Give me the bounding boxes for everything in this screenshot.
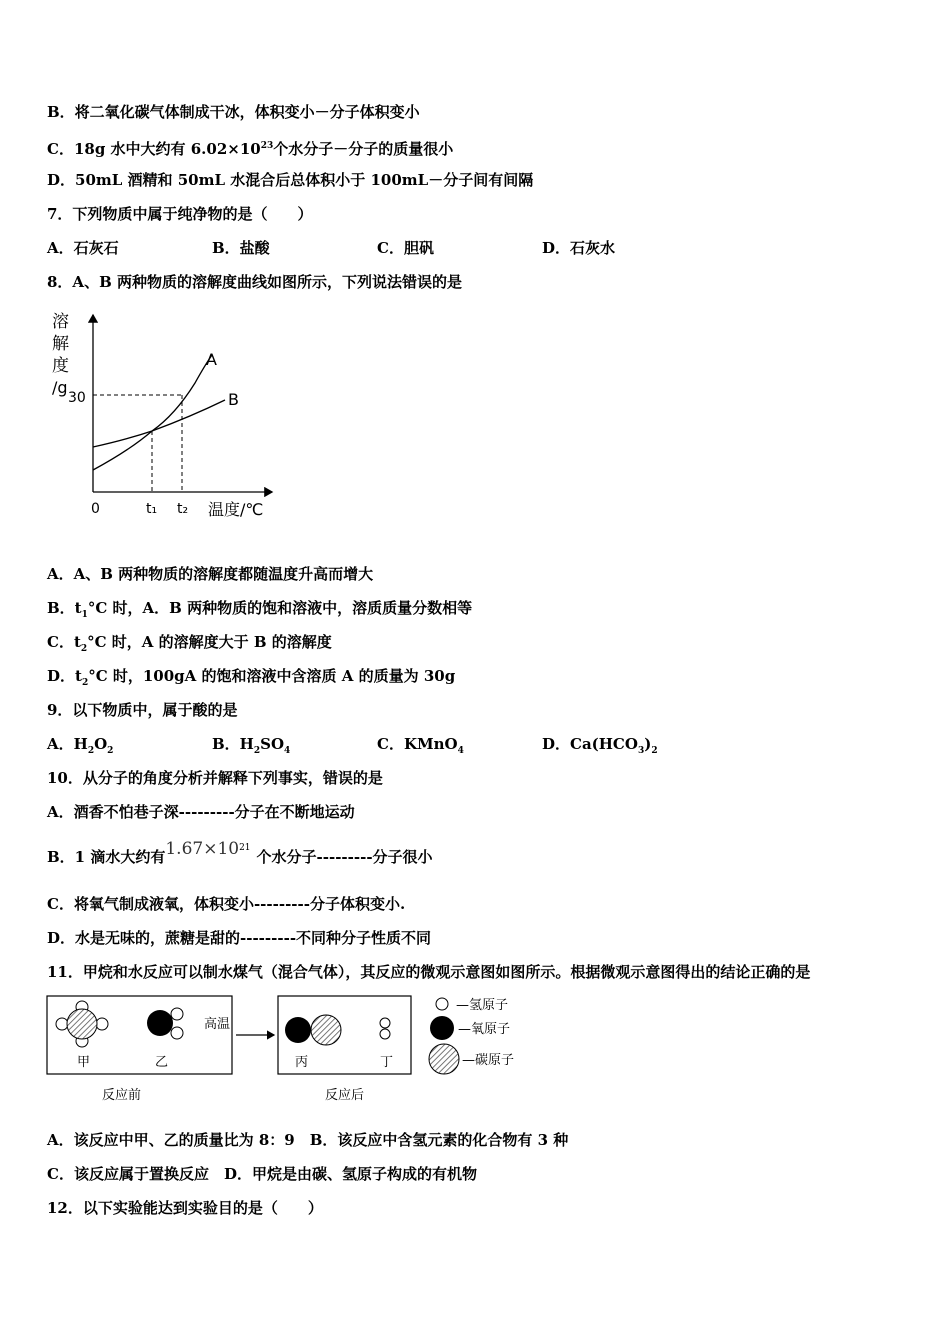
label-before: 反应前 [102,1088,142,1103]
q9-option-c: C．KMnO$_4$ [377,735,464,756]
q11-stem: 11．甲烷和水反应可以制水煤气（混合气体），其反应的微观示意图如图所示。根据微观示意图得出的结论正确的是 [47,963,811,981]
q8-option-a: A．A、B 两种物质的溶解度都随温度升高而增大 [47,565,374,583]
y-tick-30: 30 [68,390,86,406]
x-tick-t2: t₂ [177,501,189,517]
label-jia: 甲 [77,1055,91,1070]
q8-option-b: B．$t_1^\circ C$ 时，A．B 两种物质的饱和溶液中，溶质质量分数相等 [47,599,473,620]
svg-text:—碳原子: —碳原子 [462,1053,515,1068]
label-after: 反应后 [325,1088,365,1103]
q9-stem: 9．以下物质中，属于酸的是 [47,701,238,719]
label-condition: 高温 [204,1017,231,1032]
water-molecule [147,1008,183,1039]
q11-options-ab: A．该反应中甲、乙的质量比为 8：9 B．该反应中含氢元素的化合物有 3 种 [47,1131,569,1149]
q9-option-d: D．$Ca(HCO_3)_2$ [542,735,658,756]
curve-b-label: B [228,390,239,409]
legend-oxygen [430,1016,510,1040]
reaction-diagram [44,992,544,1107]
q12-stem: 12．以下实验能达到实验目的是（ ） [47,1199,323,1217]
ylabel-char-4: /g [52,378,68,397]
q10-option-b: B．1 滴水大约有$1.67\times 10^{21}$ 个水分子---------分子很小 [47,839,433,866]
q6-option-b: B．将二氧化碳气体制成干冰，体积变小－分子体积变小 [47,103,420,121]
q10-stem: 10．从分子的角度分析并解释下列事实，错误的是 [47,769,383,787]
solubility-chart [40,305,290,530]
co-molecule [285,1015,341,1045]
svg-text:—氢原子: —氢原子 [456,998,509,1013]
methane-molecule [56,1001,108,1047]
q8-option-d: D．$t_2^\circ C$ 时，100gA 的饱和溶液中含溶质 A 的质量为 30g [47,667,456,688]
label-ding: 丁 [380,1055,394,1070]
ylabel-char-3: 度 [52,356,69,376]
curve-a-label: A [206,350,217,369]
ylabel-char-2: 解 [52,334,69,354]
legend-carbon [429,1044,514,1074]
q8-stem: 8．A、B 两种物质的溶解度曲线如图所示，下列说法错误的是 [47,273,462,291]
svg-text:—氧原子: —氧原子 [458,1022,511,1037]
legend-hydrogen [436,998,508,1013]
x-tick-t1: t₁ [146,501,158,517]
q10-option-d: D．水是无味的，蔗糖是甜的---------不同种分子性质不同 [47,929,432,947]
q7-option-b: B．盐酸 [212,239,270,257]
q6-option-d: D．50mL 酒精和 50mL 水混合后总体积小于 100mL－分子间有间隔 [47,171,534,189]
q7-option-c: C．胆矾 [377,239,434,257]
q8-option-c: C．$t_2^\circ C$ 时，A 的溶解度大于 B 的溶解度 [47,633,332,654]
q7-option-d: D．石灰水 [542,239,616,257]
q6-option-c: C．18g 水中大约有 $6.02\times 10^{23}$个水分子－分子的质量很小 [47,140,454,158]
q10-option-a: A．酒香不怕巷子深---------分子在不断地运动 [47,803,355,821]
h2-molecule [380,1018,390,1039]
label-yi: 乙 [155,1055,169,1070]
q9-option-a: A．$H_2O_2$ [47,735,114,756]
q7-stem: 7．下列物质中属于纯净物的是（ ） [47,205,313,223]
q11-options-cd: C．该反应属于置换反应 D．甲烷是由碳、氢原子构成的有机物 [47,1165,477,1183]
ylabel-char-1: 溶 [52,312,69,332]
curve-b [93,400,225,447]
q9-option-b: B．$H_2SO_4$ [212,735,291,756]
x-axis-label: 温度/℃ [208,500,264,519]
q10-option-c: C．将氧气制成液氧，体积变小---------分子体积变小. [47,895,406,913]
origin-label: 0 [91,501,100,517]
q7-option-a: A．石灰石 [47,239,119,257]
label-bing: 丙 [295,1055,309,1070]
